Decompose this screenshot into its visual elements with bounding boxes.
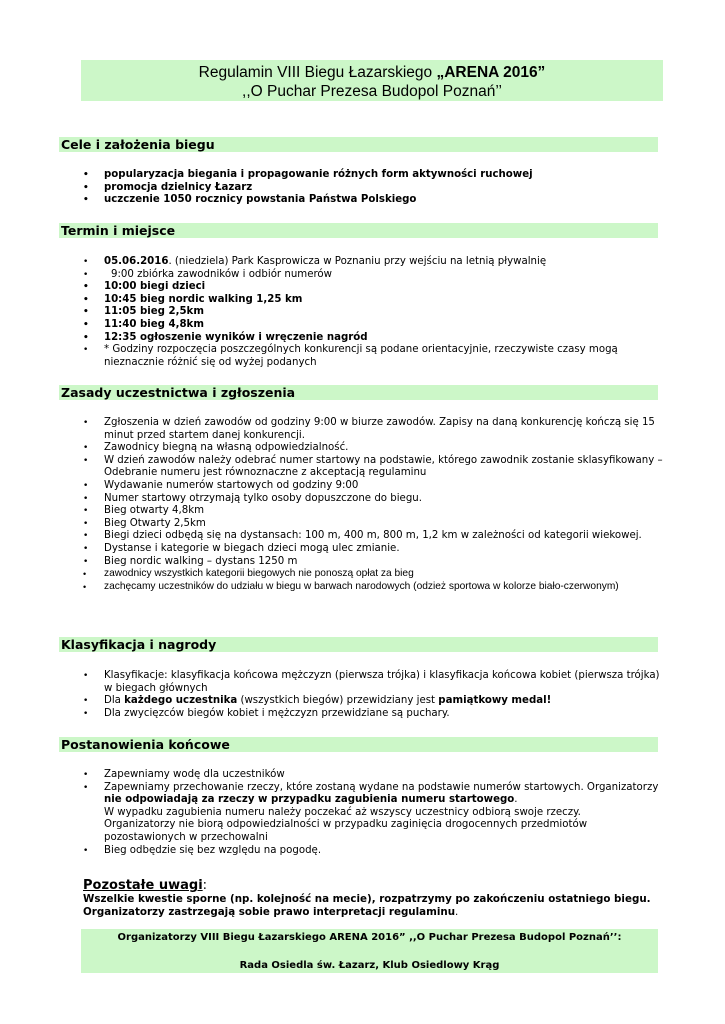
- list-item: • promocja dzielnicy Łazarz: [0, 182, 670, 195]
- list-item: • Zgłoszenia w dzień zawodów od godziny 9:00 w biurze zawodów. Zapisy na daną konkurencję kończą się 15 minut przed startem danej konkurencji.: [0, 417, 670, 442]
- list-item: • W dzień zawodów należy odebrać numer startowy na podstawie, którego zawodnik zostanie sklasyfikowany – Odebranie numeru jest równoznaczne z akceptacją regulaminu: [0, 455, 670, 480]
- goals-list: [0, 169, 670, 207]
- list-item: • Bieg odbędzie się bez względu na pogodę.: [0, 845, 670, 858]
- final-list: [0, 769, 670, 857]
- section-heading-goals: Cele i założenia biegu: [59, 137, 658, 152]
- list-item: • 11:40 bieg 4,8km: [0, 319, 670, 332]
- list-item: • Zawodnicy biegną na własną odpowiedzialność.: [0, 442, 670, 455]
- awards-list: [0, 670, 670, 720]
- section-heading-final: Postanowienia końcowe: [59, 737, 658, 752]
- list-item: • zawodnicy wszystkich kategorii biegowych nie ponoszą opłat za bieg: [0, 568, 670, 581]
- remarks-line-1: Wszelkie kwestie sporne (np. kolejność na mecie), rozpatrzymy po zakończeniu ostatniego biegu.: [83, 893, 651, 905]
- footer-line-1: Organizatorzy VIII Biegu Łazarskiego ARENA 2016” ,,O Puchar Prezesa Budopol Poznań’’:: [117, 932, 622, 943]
- remarks-heading: Pozostałe uwagi:: [83, 878, 208, 893]
- schedule-list: [0, 256, 677, 369]
- list-item: • Numer startowy otrzymają tylko osoby dopuszczone do biegu.: [0, 493, 670, 506]
- organizers-footer: [81, 929, 658, 973]
- remarks-block: [83, 874, 683, 919]
- list-item: • 12:35 ogłoszenie wyników i wręczenie nagród: [0, 332, 670, 345]
- list-item: • 11:05 bieg 2,5km: [0, 306, 670, 319]
- section-heading-rules: Zasady uczestnictwa i zgłoszenia: [59, 385, 658, 400]
- list-item: • popularyzacja biegania i propagowanie różnych form aktywności ruchowej: [0, 169, 670, 182]
- title-line-1: Regulamin VIII Biegu Łazarskiego „ARENA 2016”: [198, 64, 546, 81]
- list-item: • 10:00 biegi dzieci: [0, 281, 670, 294]
- list-item: • Klasyfikacje: klasyfikacja końcowa mężczyzn (pierwsza trójka) i klasyfikacja końcowa kobiet (pierwsza trójka) w biegach głównych: [0, 670, 670, 695]
- section-heading-schedule: Termin i miejsce: [59, 223, 658, 238]
- list-item: • Dla zwycięzców biegów kobiet i mężczyzn przewidziane są puchary.: [0, 708, 670, 721]
- list-item: • Bieg nordic walking – dystans 1250 m: [0, 556, 670, 569]
- list-item: • Biegi dzieci odbędą się na dystansach: 100 m, 400 m, 800 m, 1,2 km w zależności od kategorii wiekowej.: [0, 530, 670, 543]
- title-line-2: ,,O Puchar Prezesa Budopol Poznań’’: [242, 83, 502, 100]
- list-item: • zachęcamy uczestników do udziału w biegu w barwach narodowych (odzież sportowa w kolorze biało-czerwonym): [0, 581, 670, 594]
- list-item: • Bieg otwarty 4,8km: [0, 505, 670, 518]
- list-item: • 10:45 bieg nordic walking 1,25 km: [0, 294, 670, 307]
- list-item: • Zapewniamy wodę dla uczestników: [0, 769, 670, 782]
- section-heading-awards: Klasyfikacja i nagrody: [59, 637, 658, 652]
- list-item: • 9:00 zbiórka zawodników i odbiór numerów: [0, 269, 677, 282]
- list-item: • Zapewniamy przechowanie rzeczy, które zostaną wydane na podstawie numerów startowych. Organizatorzy nie odpowiadają za rzeczy w przypadku zagubienia numeru startowego. W wypadku zagubienia numeru należy poczekać aż wszyscy uczestnicy odbiorą swoje rzeczy. Organizatorzy nie biorą odpowiedzialności w przypadku zaginięcia drogocennych przedmiotów pozostawionych w przechowalni: [0, 782, 670, 845]
- list-item: • Dystanse i kategorie w biegach dzieci mogą ulec zmianie.: [0, 543, 670, 556]
- list-item: • Bieg Otwarty 2,5km: [0, 518, 670, 531]
- list-item: • * Godziny rozpoczęcia poszczególnych konkurencji są podane orientacyjnie, rzeczywiste czasy mogą nieznacznie różnić się od wyżej podanych: [0, 344, 670, 369]
- remarks-line-2: Organizatorzy zastrzegają sobie prawo interpretacji regulaminu.: [83, 906, 459, 918]
- document-title: [81, 60, 663, 101]
- footer-line-2: Rada Osiedla św. Łazarz, Klub Osiedlowy Krąg: [239, 960, 500, 971]
- list-item: • Wydawanie numerów startowych od godziny 9:00: [0, 480, 670, 493]
- rules-list: [0, 417, 670, 593]
- list-item: • Dla każdego uczestnika (wszystkich biegów) przewidziany jest pamiątkowy medal!: [0, 695, 670, 708]
- list-item: • uczczenie 1050 rocznicy powstania Państwa Polskiego: [0, 194, 670, 207]
- list-item: • 05.06.2016. (niedziela) Park Kasprowicza w Poznaniu przy wejściu na letnią pływalnię: [0, 256, 670, 269]
